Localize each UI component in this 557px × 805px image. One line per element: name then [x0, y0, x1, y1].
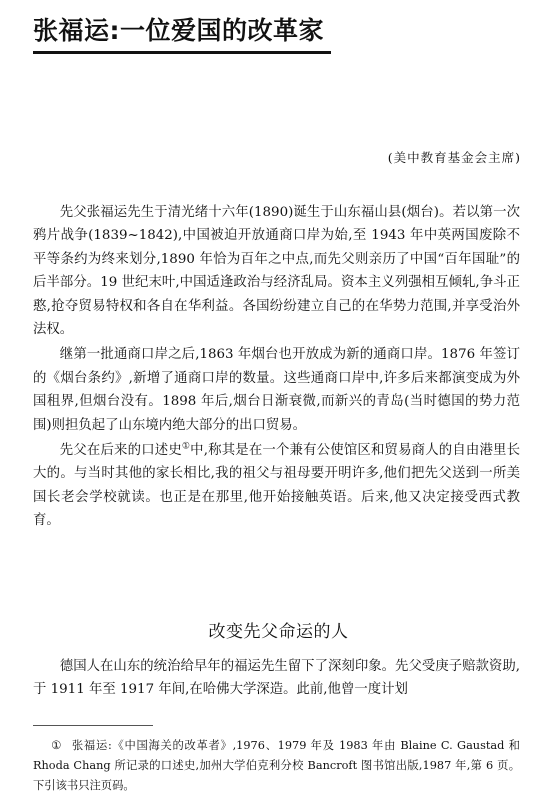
- section-body-text: [33, 655, 520, 702]
- section-heading: 改变先父命运的人: [208, 622, 349, 642]
- footnote-text: 张福运:《中国海关的改革者》,1976、1979 年及 1983 年由 Blaine C. Gaustad 和 Rhoda Chang 所记录的口述史,加州大学伯克利分校 Bancroft 图书馆出版,1987 年,第 6 页。下引该书只注页码。: [33, 739, 520, 792]
- paragraph-3: [33, 439, 520, 533]
- chapter-title: 张福运:一位爱国的改革家: [33, 16, 324, 45]
- footnote-divider: [33, 725, 153, 726]
- title-underline: [33, 51, 331, 54]
- footnote: [33, 736, 520, 796]
- section-paragraph-1: 德国人在山东的统治给早年的福运先生留下了深刻印象。先父受庚子赔款资助,于 1911 年至 1917 年间,在哈佛大学深造。此前,他曾一度计划: [33, 659, 520, 698]
- paragraph-1: 先父张福运先生于清光绪十六年(1890)诞生于山东福山县(烟台)。若以第一次鸦片战争(1839~1842),中国被迫开放通商口岸为始,至 1943 年中英两国废除不平等条约为终来划分,1890 年恰为百年之中点,而先父则亲历了中国“百年国耻”的后半部分。19 世纪末叶,中国适逢政治与经济乱局。资本主义列强相互倾轧,争斗正憨,抢夺贸易特权和各自在华利益。各国纷纷建立自己的在华势力范围,并享受治外法权。: [33, 205, 520, 338]
- paragraph-3-text-after: 中,称其是在一个兼有公使馆区和贸易商人的自由港里长大的。与当时其他的家长相比,我的祖父与祖母要开明许多,他们把先父送到一所美国长老会学校就读。也正是在那里,他开始接触英语。后来,他又决定接受西式教育。: [33, 443, 520, 529]
- body-text: [33, 201, 520, 533]
- paragraph-3-text-before: 先父在后来的口述史: [59, 443, 182, 459]
- author-affiliation: (美中教育基金会主席): [387, 150, 521, 165]
- footnote-reference[interactable]: ①: [181, 441, 191, 452]
- footnote-mark: ①: [51, 739, 62, 752]
- paragraph-2: 继第一批通商口岸之后,1863 年烟台也开放成为新的通商口岸。1876 年签订的《烟台条约》,新增了通商口岸的数量。这些通商口岸中,许多后来都演变成为外国租界,但烟台没有。1898 年后,烟台日渐衰微,而新兴的青岛(当时德国的势力范围)则担负起了山东境内绝大部分的出口贸易。: [33, 347, 520, 433]
